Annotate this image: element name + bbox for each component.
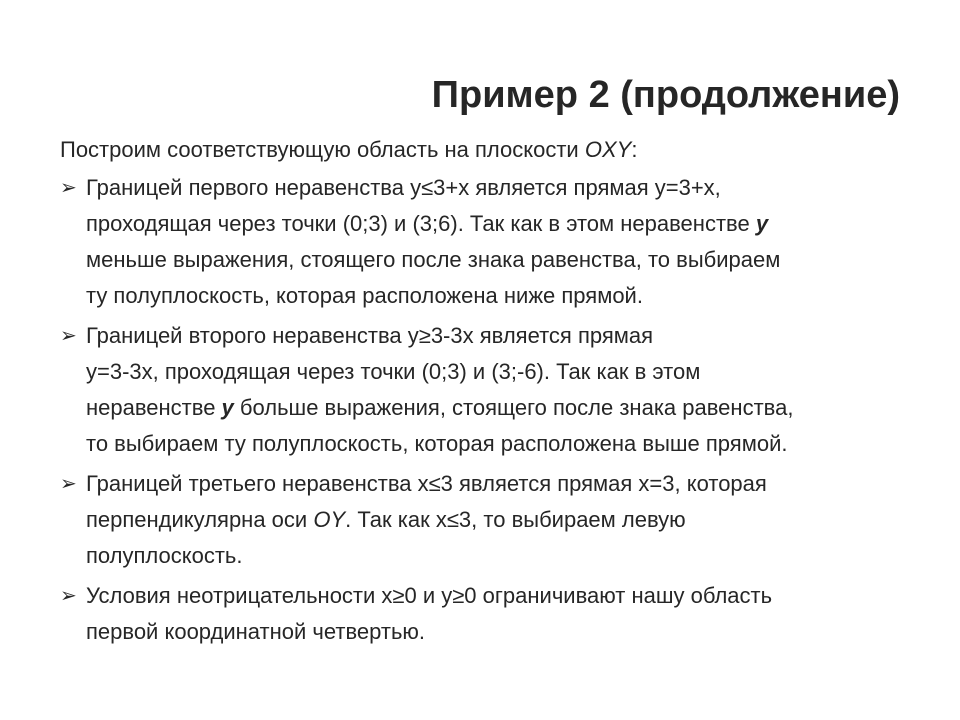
variable-y: y — [221, 395, 234, 420]
arrow-bullet-icon: ➢ — [60, 177, 77, 199]
bullet-line — [86, 538, 930, 574]
line-text: Условия неотрицательности x≥0 и y≥0 ограничивают нашу область — [86, 583, 773, 608]
line-text: Границей первого неравенства y≤3+x является прямая y=3+x, — [86, 175, 721, 200]
line-text: больше выражения, стоящего после знака равенства, — [233, 395, 794, 420]
slide-body — [60, 132, 930, 654]
intro-colon: : — [631, 137, 638, 162]
line-text: перпендикулярна оси — [86, 507, 314, 532]
line-text: первой координатной четвертью. — [86, 619, 426, 644]
bullet-line — [86, 466, 930, 502]
bullet-line — [86, 614, 930, 650]
bullet-item — [60, 318, 930, 462]
bullet-line — [86, 318, 930, 354]
line-text: меньше выражения, стоящего после знака равенства, то выбираем — [86, 247, 781, 272]
bullet-line — [86, 206, 930, 242]
bullet-line — [86, 278, 930, 314]
bullet-line — [86, 242, 930, 278]
intro-text: Построим соответствующую область на плоскости — [60, 137, 585, 162]
line-text: неравенстве — [86, 395, 222, 420]
bullet-item — [60, 170, 930, 314]
arrow-bullet-icon: ➢ — [60, 473, 77, 495]
bullet-line — [86, 578, 930, 614]
variable-y: y — [755, 211, 769, 236]
arrow-bullet-icon: ➢ — [60, 325, 77, 347]
slide-title: Пример 2 (продолжение) — [431, 74, 900, 116]
line-text: Границей третьего неравенства x≤3 является прямая x=3, которая — [86, 471, 767, 496]
plane-name: OXY — [584, 137, 632, 162]
line-text: ту полуплоскость, которая расположена ниже прямой. — [86, 283, 643, 308]
bullet-list — [60, 170, 930, 650]
bullet-item — [60, 466, 930, 574]
line-text: y=3-3x, проходящая через точки (0;3) и (3;-6). Так как в этом — [86, 359, 701, 384]
line-text: Границей второго неравенства y≥3-3x является прямая — [86, 323, 654, 348]
bullet-line — [86, 354, 930, 390]
bullet-line — [86, 502, 930, 538]
intro-paragraph — [60, 132, 930, 168]
bullet-line — [86, 426, 930, 462]
bullet-item — [60, 578, 930, 650]
line-text: полуплоскость. — [86, 543, 243, 568]
bullet-line — [86, 390, 930, 426]
line-text: то выбираем ту полуплоскость, которая расположена выше прямой. — [86, 431, 788, 456]
line-text: проходящая через точки (0;3) и (3;6). Так как в этом неравенстве — [86, 211, 756, 236]
bullet-line — [86, 170, 930, 206]
arrow-bullet-icon: ➢ — [60, 585, 77, 607]
axis-name: OY — [313, 507, 346, 532]
line-text: . Так как x≤3, то выбираем левую — [345, 507, 686, 532]
